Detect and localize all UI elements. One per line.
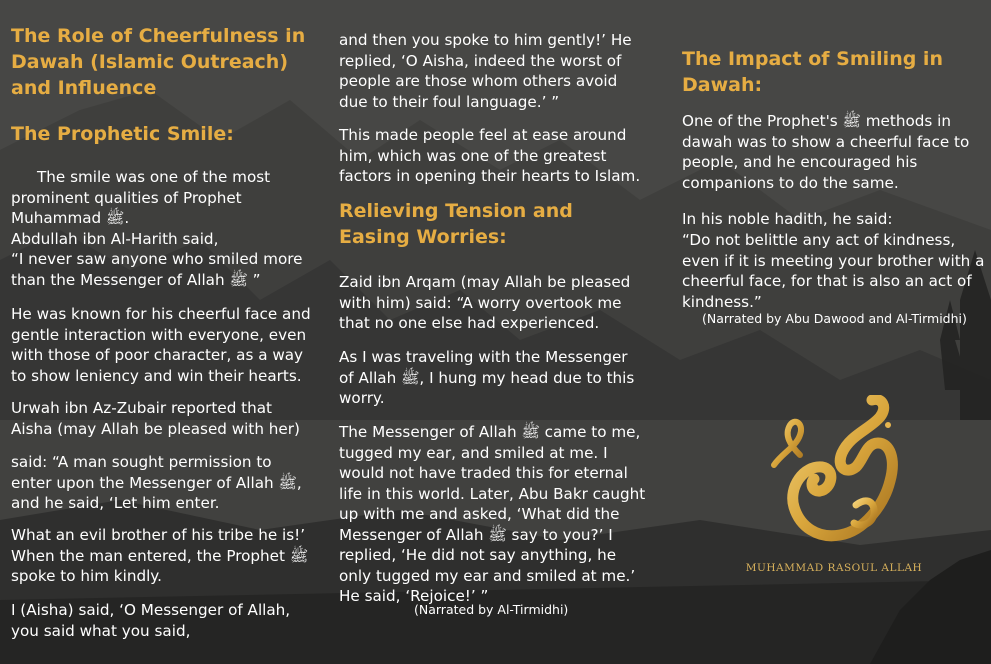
muhammad-calligraphy-logo (760, 395, 910, 560)
paragraph-abdullah: Abdullah ibn Al-Harith said, (11, 230, 219, 248)
logo-caption: MUHAMMAD RASOUL ALLAH (745, 562, 923, 574)
paragraph-traveling: As I was traveling with the Messenger of Allah ﷺ, I hung my head due to this worry. (339, 348, 635, 407)
quote-abdullah: “I never saw anyone who smiled more than the Messenger of Allah ﷺ ” (11, 250, 303, 289)
paragraph-smile-quality: The smile was one of the most prominent qualities of Prophet Muhammad ﷺ. (11, 168, 271, 227)
paragraph-ease: This made people feel at ease around him, which was one of the greatest factors in opening their hearts to Islam. (339, 126, 641, 185)
paragraph-tugged-ear: The Messenger of Allah ﷺ came to me, tugged my ear, and smiled at me. I would not have traded this for eternal life in this world. Later, Abu Bakr caught up with me and asked, ‘What did the Messenger of Allah ﷺ say to you?’ I replied, ‘He did not say anything, he only tugged my ear and smiled at me.’ He said, ‘Rejoice!’ ” (339, 423, 646, 605)
paragraph-permission: said: “A man sought permission to enter upon the Messenger of Allah ﷺ, and he said, ‘Let him enter. (11, 453, 302, 512)
quote-do-not-belittle: “Do not belittle any act of kindness, even if it is meeting your brother with a cheerful face, for that is also an act of kindness.” (682, 231, 985, 311)
paragraph-urwah: Urwah ibn Az-Zubair reported that Aisha (may Allah be pleased with her) (11, 399, 300, 438)
prophetic-smile-heading: The Prophetic Smile: (11, 123, 234, 145)
paragraph-cheerful-face: He was known for his cheerful face and gentle interaction with everyone, even with those of poor character, as a way to show leniency and win their hearts. (11, 305, 311, 385)
relieving-tension-heading: Relieving Tension and Easing Worries: (339, 200, 573, 248)
paragraph-zaid: Zaid ibn Arqam (may Allah be pleased with him) said: “A worry overtook me that no one else had experienced. (339, 273, 631, 332)
impact-heading: The Impact of Smiling in Dawah: (682, 48, 943, 96)
source-abu-dawood: (Narrated by Abu Dawood and Al-Tirmidhi) (702, 311, 967, 326)
paragraph-aisha-said: I (Aisha) said, ‘O Messenger of Allah, you said what you said, (11, 601, 291, 640)
paragraph-noble-hadith: In his noble hadith, he said: (682, 210, 893, 228)
main-title: The Role of Cheerfulness in Dawah (Islamic Outreach) and Influence (11, 25, 306, 99)
source-tirmidhi: (Narrated by Al-Tirmidhi) (414, 602, 569, 617)
paragraph-evil-brother: What an evil brother of his tribe he is!’ When the man entered, the Prophet ﷺ spoke to him kindly. (11, 526, 309, 585)
paragraph-spoke-gently: and then you spoke to him gently!’ He replied, ‘O Aisha, indeed the worst of people are those whom others avoid due to their foul language.’ ” (339, 31, 632, 111)
paragraph-methods: One of the Prophet's ﷺ methods in dawah was to show a cheerful face to people, and he encouraged his companions to do the same. (682, 112, 970, 192)
